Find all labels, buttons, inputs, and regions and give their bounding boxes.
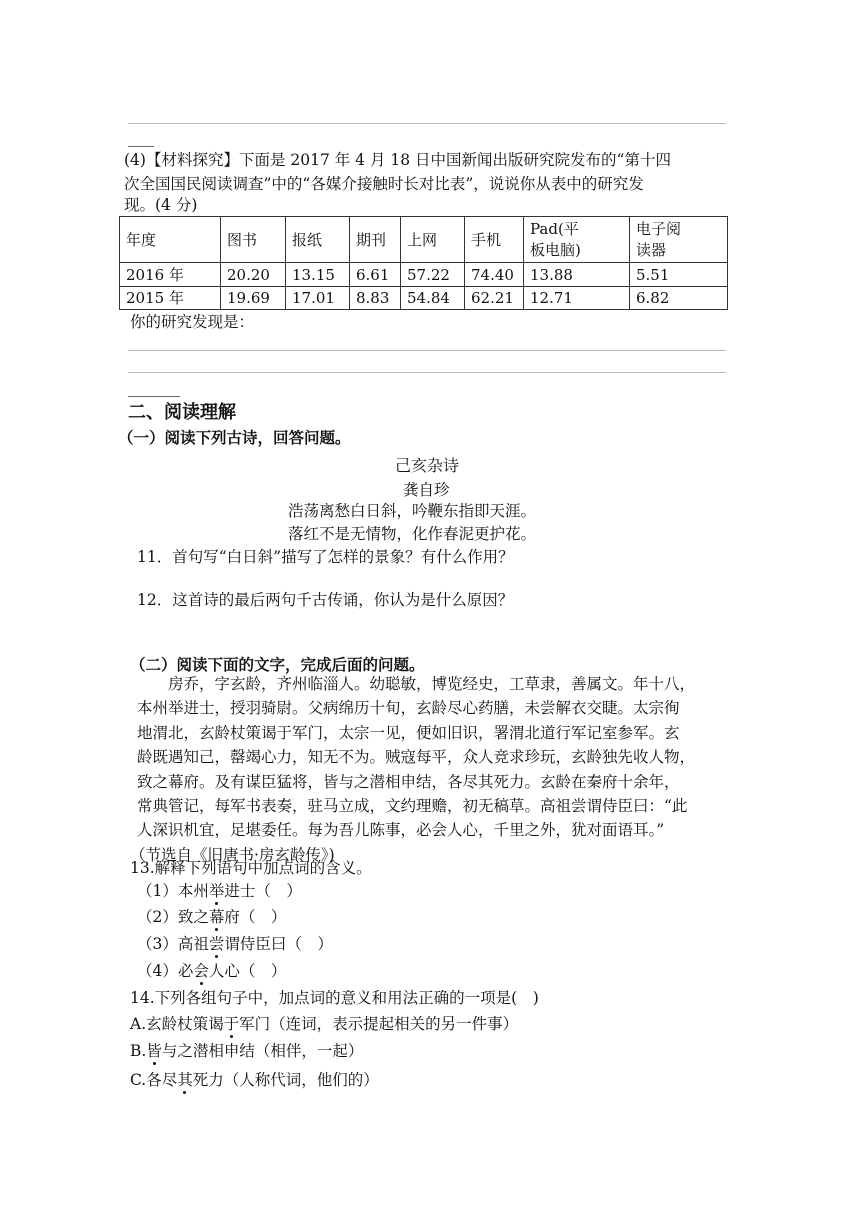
q13-item-post: 进士（ ） bbox=[224, 882, 302, 900]
table-cell: 6.61 bbox=[350, 263, 401, 287]
dotted-word: 皆 bbox=[146, 1042, 162, 1060]
table-header-cell: 手机 bbox=[465, 217, 524, 263]
table-cell: 57.22 bbox=[401, 263, 465, 287]
q14-option-post: 死力（人称代词，他们的） bbox=[192, 1071, 379, 1089]
dotted-word: 幕 bbox=[208, 908, 225, 926]
q13-item-post: 人心（ ） bbox=[208, 962, 287, 980]
table-header-cell: 上网 bbox=[401, 217, 465, 263]
table-cell: 2015 年 bbox=[120, 287, 221, 310]
table-header-cell: 期刊 bbox=[350, 217, 401, 263]
q13-item-post: 谓侍臣曰（ ） bbox=[224, 935, 333, 953]
dotted-word: 其 bbox=[177, 1071, 193, 1089]
q13-item-pre: （2）致之 bbox=[137, 908, 209, 926]
passage-line: 龄既遇知己，罄竭心力，知无不为。贼寇每平，众人竞求珍玩，玄龄独先收人物， bbox=[137, 748, 696, 767]
passage-line: 致之幕府。及有谋臣猛将，皆与之潜相申结，各尽其死力。玄龄在秦府十余年， bbox=[137, 772, 680, 791]
answer-line bbox=[128, 350, 726, 351]
dotted-word: 尝 bbox=[208, 935, 225, 953]
table-cell: 13.15 bbox=[286, 263, 350, 287]
table-cell: 5.51 bbox=[630, 263, 728, 287]
table-cell: 20.20 bbox=[221, 263, 286, 287]
table-cell: 12.71 bbox=[524, 287, 630, 310]
table-cell: 13.88 bbox=[524, 263, 630, 287]
table-cell: 2016 年 bbox=[120, 263, 221, 287]
passage bbox=[137, 672, 695, 843]
q14-option-pre: C.各尽 bbox=[130, 1071, 178, 1089]
finding-label: 你的研究发现是： bbox=[130, 313, 255, 331]
table-cell: 19.69 bbox=[221, 287, 286, 310]
question-13: 13.解释下列语句中加点词的含义。 bbox=[130, 859, 372, 877]
table-header-cell: 报纸 bbox=[286, 217, 350, 263]
answer-line bbox=[128, 372, 726, 373]
pad-label-1: Pad(平 bbox=[530, 219, 579, 238]
table-row bbox=[120, 287, 728, 310]
q14-option-pre: A.玄龄杖策谒 bbox=[130, 1015, 224, 1033]
pad-label-2: 板电脑) bbox=[530, 240, 581, 259]
poem-title: 己亥杂诗 bbox=[395, 456, 460, 475]
passage-line: 常典管记，每军书表奏，驻马立成，文约理赡，初无稿草。高祖尝谓侍臣曰：“此 bbox=[137, 797, 688, 816]
q14-option bbox=[130, 1039, 363, 1063]
poem-line-1: 浩荡离愁白日斜，吟鞭东指即天涯。 bbox=[288, 502, 537, 520]
poem-line-2: 落红不是无情物，化作春泥更护花。 bbox=[288, 525, 537, 543]
table-row bbox=[120, 263, 728, 287]
q13-item bbox=[137, 879, 302, 903]
q14-option bbox=[130, 1068, 379, 1092]
table-cell: 62.21 bbox=[465, 287, 524, 310]
answer-line-tail bbox=[128, 146, 154, 147]
q13-item bbox=[137, 932, 333, 956]
q13-item-pre: （1）本州 bbox=[137, 882, 209, 900]
table-header-cell bbox=[630, 217, 728, 263]
dotted-word: 会 bbox=[193, 962, 209, 980]
table-header-row bbox=[120, 217, 728, 263]
table-cell: 8.83 bbox=[350, 287, 401, 310]
part1-title: （一）阅读下列古诗，回答问题。 bbox=[118, 428, 351, 447]
passage-line: 本州举进士，授羽骑尉。父病绵历十旬，玄龄尽心药膳，未尝解衣交睫。太宗徇 bbox=[137, 699, 680, 718]
passage-line: 人深识机宜，足堪委任。每为吾儿陈事，必会人心，千里之外，犹对面语耳。” bbox=[137, 821, 665, 840]
passage-source: （节选自《旧唐书·房玄龄传》) bbox=[130, 846, 335, 864]
table-cell: 6.82 bbox=[630, 287, 728, 310]
section-title: 二、阅读理解 bbox=[128, 402, 236, 423]
media-contact-table bbox=[119, 216, 728, 310]
passage-line: 房乔，字玄龄，齐州临淄人。幼聪敏，博览经史，工草隶，善属文。年十八， bbox=[168, 675, 696, 693]
table-cell: 17.01 bbox=[286, 287, 350, 310]
table-header-cell bbox=[524, 217, 630, 263]
part2-title: （二）阅读下面的文字，完成后面的问题。 bbox=[130, 655, 425, 674]
table-cell: 74.40 bbox=[465, 263, 524, 287]
q13-item-pre: （3）高祖 bbox=[137, 935, 209, 953]
q14-option-post: 军门（连词，表示提起相关的另一件事） bbox=[239, 1015, 519, 1033]
q13-item-post: 府（ ） bbox=[224, 908, 287, 926]
q13-item bbox=[137, 959, 286, 983]
q14-option-pre: B. bbox=[130, 1042, 147, 1060]
answer-line bbox=[128, 123, 726, 124]
q14-option-post: 与之潜相申结（相伴，一起） bbox=[161, 1042, 364, 1060]
q4-line-2: 次全国国民阅读调查”中的“各媒介接触时长对比表”，说说你从表中的研究发 bbox=[124, 175, 644, 193]
question-12: 12．这首诗的最后两句千古传诵，你认为是什么原因？ bbox=[137, 591, 514, 609]
q4-line-3: 现。(4 分) bbox=[124, 196, 198, 214]
q13-item-pre: （4）必 bbox=[137, 962, 194, 980]
ereader-label-1: 电子阅 bbox=[636, 219, 682, 238]
dotted-word: 举 bbox=[208, 882, 225, 900]
q14-option bbox=[130, 1012, 518, 1036]
question-11: 11．首句写“白日斜”描写了怎样的景象？有什么作用？ bbox=[137, 548, 514, 566]
answer-line-tail bbox=[128, 396, 180, 397]
q13-item bbox=[137, 905, 286, 929]
table-header-cell: 图书 bbox=[221, 217, 286, 263]
table-cell: 54.84 bbox=[401, 287, 465, 310]
dotted-word: 于 bbox=[223, 1015, 240, 1033]
question-14: 14.下列各组句子中，加点词的意义和用法正确的一项是( ) bbox=[130, 989, 539, 1007]
poem-author: 龚自珍 bbox=[403, 481, 450, 499]
q4-line-1: (4)【材料探究】下面是 2017 年 4 月 18 日中国新闻出版研究院发布的“第十四 bbox=[124, 151, 671, 169]
ereader-label-2: 读器 bbox=[636, 240, 667, 259]
passage-line: 地渭北，玄龄杖策谒于军门，太宗一见，便如旧识，署渭北道行军记室参军。玄 bbox=[137, 723, 680, 742]
table-header-cell: 年度 bbox=[120, 217, 221, 263]
